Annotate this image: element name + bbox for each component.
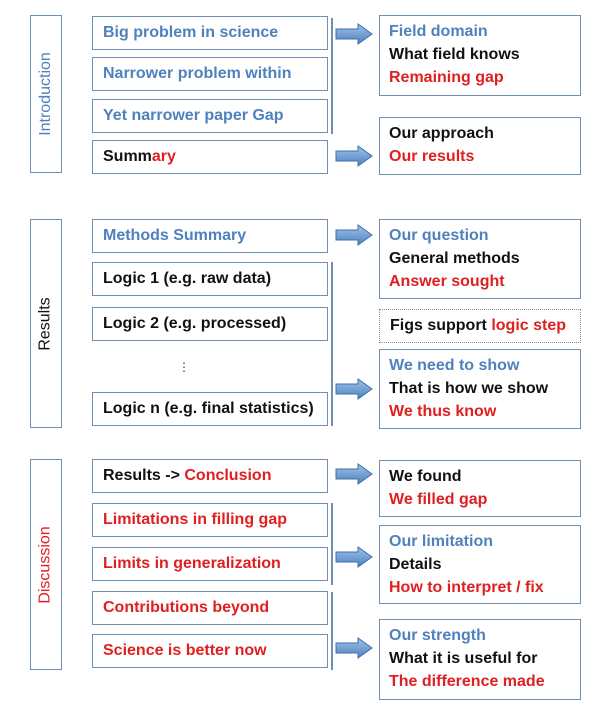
discussion-limits-generalization-text: Limits in generalization [103,555,281,572]
connector-intro [331,18,333,134]
figs-support-text: Figs support [390,317,492,334]
how-we-show: That is how we show [389,380,549,397]
results-methods-summary-text: Methods Summary [103,227,247,244]
results-logic-2-text: Logic 2 (e.g. processed) [103,315,287,332]
intro-paper-gap-text: Yet narrower paper Gap [103,107,284,124]
results-logic-n [92,392,328,426]
arrow-intro-1 [336,24,372,44]
intro-summary-text-b: ary [151,148,176,165]
results-methods-summary [92,219,328,253]
discussion-results-text: Results -> [103,467,185,484]
field-domain: Field domain [389,23,488,40]
intro-paper-gap [92,99,328,133]
results-figs-box [379,309,581,343]
discussion-limitations-text: Limitations in filling gap [103,511,287,528]
section-discussion [30,459,62,670]
results-logic-1-text: Logic 1 (e.g. raw data) [103,270,272,287]
intro-big-problem [92,16,328,50]
discussion-conclusion-text: Conclusion [184,467,272,484]
results-logic-n-text: Logic n (e.g. final statistics) [103,400,314,417]
our-results: Our results [389,148,475,165]
section-introduction-label: Introduction [37,52,55,136]
our-strength: Our strength [389,627,486,644]
arrow-discussion-1 [336,464,372,484]
connector-discussion-2 [331,592,333,670]
section-results [30,219,62,428]
discussion-science-better-text: Science is better now [103,642,267,659]
answer-sought: Answer sought [389,273,505,290]
discussion-contributions-text: Contributions beyond [103,599,270,616]
discussion-science-better [92,634,328,668]
section-discussion-label: Discussion [37,525,55,604]
interpret-fix: How to interpret / fix [389,579,544,596]
discussion-strength-box [379,619,581,700]
intro-narrower-problem [92,57,328,91]
results-logic-1 [92,262,328,296]
connector-results [331,262,333,426]
intro-summary-text-a: Summ [103,148,152,165]
discussion-contributions [92,591,328,625]
discussion-results-conclusion [92,459,328,493]
discussion-found-box [379,460,581,517]
discussion-limitations [92,503,328,537]
we-found: We found [389,468,462,485]
general-methods: General methods [389,250,520,267]
arrow-discussion-3 [336,638,372,658]
intro-big-problem-text: Big problem in science [103,24,279,41]
intro-field-box [379,15,581,96]
arrow-intro-2 [336,146,372,166]
useful-for: What it is useful for [389,650,538,667]
results-show-box [379,349,581,429]
section-introduction [30,15,62,173]
arrow-discussion-2 [336,547,372,567]
difference-made: The difference made [389,673,545,690]
arrow-results-2 [336,379,372,399]
results-ellipsis: ⋮ [178,360,190,374]
section-results-label: Results [37,296,55,351]
results-logic-2 [92,307,328,341]
connector-discussion-1 [331,503,333,585]
intro-narrower-problem-text: Narrower problem within [103,65,292,82]
field-knows: What field knows [389,46,520,63]
discussion-limitation-box [379,525,581,604]
intro-summary [92,140,328,174]
filled-gap: We filled gap [389,491,488,508]
discussion-limits-generalization [92,547,328,581]
thus-know: We thus know [389,403,497,420]
limitation-details: Details [389,556,442,573]
arrow-results-1 [336,225,372,245]
our-approach: Our approach [389,125,494,142]
need-to-show: We need to show [389,357,520,374]
intro-approach-box [379,117,581,175]
our-limitation: Our limitation [389,533,493,550]
remaining-gap: Remaining gap [389,69,504,86]
results-question-box [379,219,581,299]
our-question: Our question [389,227,489,244]
logic-step-text: logic step [491,317,567,334]
